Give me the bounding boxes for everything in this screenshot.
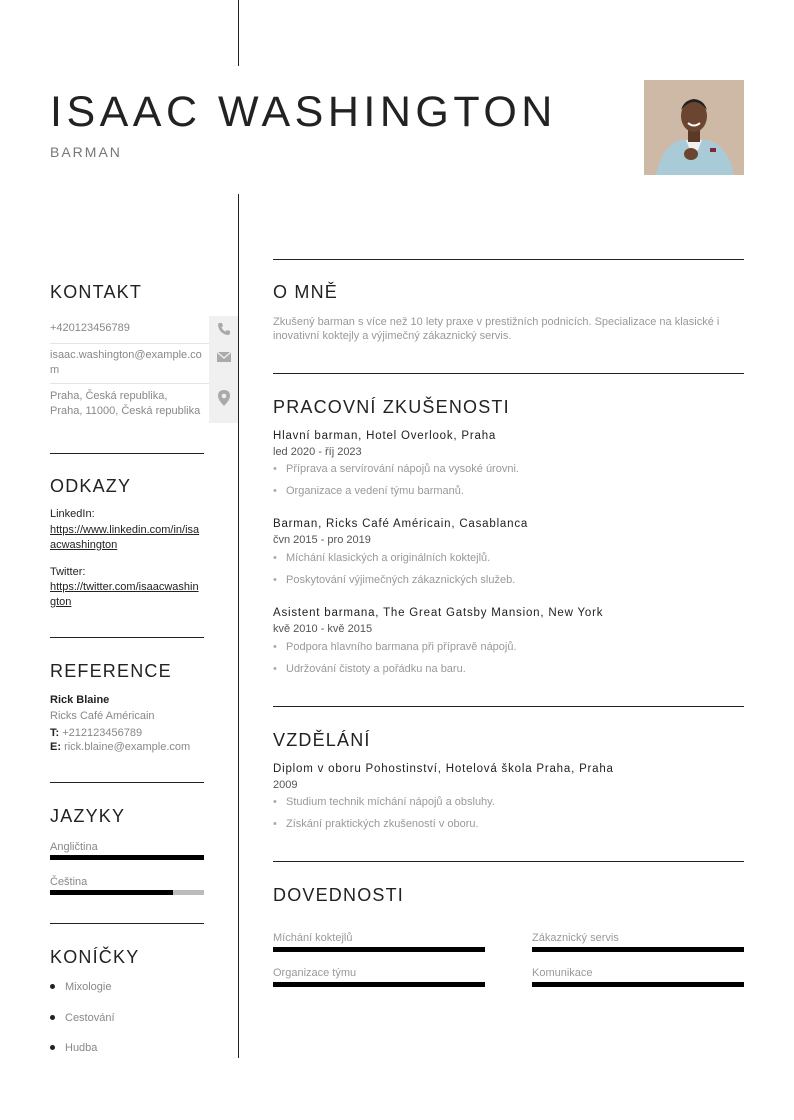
language-level-bar [50, 855, 204, 860]
job-bullet-text: Organizace a vedení týmu barmanů. [286, 485, 464, 497]
skill-level-bar [532, 982, 744, 987]
job-bullet [273, 641, 517, 653]
twitter-label: Twitter: [50, 566, 86, 578]
twitter-link[interactable]: https://twitter.com/isaacwashington [50, 581, 199, 608]
education-bullet [273, 818, 479, 830]
language-level-bar [50, 890, 204, 895]
bullet-icon: • [273, 663, 277, 675]
skill-level-bar [273, 982, 485, 987]
right-section-divider [273, 861, 744, 862]
job-title: Asistent barmana, The Great Gatsby Mansion, New York [273, 607, 604, 619]
contact-address-line2: Praha, 11000, Česká republika [50, 405, 201, 417]
right-section-divider [273, 373, 744, 374]
skill-level-fill [532, 947, 744, 952]
right-section-divider [273, 259, 744, 260]
contact-heading: KONTAKT [50, 282, 143, 302]
language-name: Čeština [50, 876, 88, 888]
bullet-icon: • [273, 552, 277, 564]
bullet-icon: • [273, 574, 277, 586]
reference-email[interactable]: rick.blaine@example.com [64, 741, 191, 753]
education-bullet-text: Studium technik míchání nápojů a obsluhy. [286, 796, 495, 808]
job-bullet [273, 463, 519, 475]
job-bullet [273, 552, 490, 564]
reference-phone-row [50, 726, 142, 741]
job-title: Barman, Ricks Café Américain, Casablanca [273, 518, 529, 530]
job-bullet-text: Poskytování výjimečných zákaznických služeb. [286, 574, 516, 586]
reference-name: Rick Blaine [50, 694, 110, 706]
top-divider-line [238, 0, 239, 66]
job-bullet-text: Míchání klasických a originálních koktejlů. [286, 552, 491, 564]
left-section-divider [50, 923, 204, 924]
about-text: Zkušený barman s více než 10 lety praxe v prestižních podnicích. Specializace na klasické i inovativní koktejly a výjimečný zákaznický servis. [273, 316, 720, 342]
column-divider-line [238, 194, 239, 1058]
contact-separator [50, 343, 209, 344]
hobby-item [50, 981, 111, 993]
reference-company: Ricks Café Américain [50, 710, 155, 722]
skills-heading: DOVEDNOSTI [273, 885, 405, 905]
job-bullet-text: Podpora hlavního barmana při přípravě nápojů. [286, 641, 517, 653]
education-date: 2009 [273, 779, 298, 791]
bullet-icon: • [273, 463, 277, 475]
job-date: led 2020 - říj 2023 [273, 446, 362, 458]
about-heading: O MNĚ [273, 282, 339, 302]
location-pin-icon [217, 389, 231, 407]
phone-icon [216, 321, 232, 337]
language-name: Angličtina [50, 841, 98, 853]
job-title: Hlavní barman, Hotel Overlook, Praha [273, 430, 497, 442]
hobbies-heading: KONÍČKY [50, 947, 140, 967]
left-section-divider [50, 782, 204, 783]
education-bullet-text: Získání praktických zkušeností v oboru. [286, 818, 479, 830]
skill-level-fill [273, 947, 485, 952]
hobby-label: Hudba [65, 1042, 98, 1054]
hobby-item [50, 1012, 115, 1024]
education-title: Diplom v oboru Pohostinství, Hotelová škola Praha, Praha [273, 763, 614, 775]
skill-level-bar [532, 947, 744, 952]
envelope-icon [216, 350, 232, 364]
skill-name: Komunikace [532, 967, 593, 979]
language-level-fill [50, 890, 173, 895]
skill-name: Zákaznický servis [532, 932, 619, 944]
job-bullet [273, 663, 466, 675]
bullet-icon: • [273, 485, 277, 497]
experience-heading: PRACOVNÍ ZKUŠENOSTI [273, 397, 510, 417]
hobby-label: Cestování [65, 1012, 115, 1024]
hobby-item [50, 1042, 97, 1054]
skill-name: Organizace týmu [273, 967, 357, 979]
job-bullet-text: Příprava a servírování nápojů na vysoké úrovni. [286, 463, 519, 475]
bullet-icon: • [273, 818, 277, 830]
profile-photo-image [644, 80, 744, 175]
education-heading: VZDĚLÁNÍ [273, 730, 371, 750]
languages-heading: JAZYKY [50, 806, 126, 826]
contact-separator [50, 383, 209, 384]
job-date: čvn 2015 - pro 2019 [273, 534, 371, 546]
reference-phone-label: T: [50, 727, 60, 739]
contact-email[interactable]: isaac.washington@example.com [50, 349, 202, 376]
job-date: kvě 2010 - kvě 2015 [273, 623, 373, 635]
bullet-icon [50, 1045, 55, 1050]
candidate-name: ISAAC WASHINGTON [50, 88, 557, 136]
candidate-title: BARMAN [50, 144, 122, 160]
job-bullet [273, 485, 464, 497]
profile-photo [644, 80, 744, 175]
skill-level-fill [532, 982, 744, 987]
linkedin-link[interactable]: https://www.linkedin.com/in/isaacwashington [50, 524, 200, 551]
hobby-label: Mixologie [65, 981, 112, 993]
left-section-divider [50, 637, 204, 638]
skill-level-bar [273, 947, 485, 952]
job-bullet [273, 574, 515, 586]
skill-level-fill [273, 982, 485, 987]
bullet-icon: • [273, 796, 277, 808]
bullet-icon: • [273, 641, 277, 653]
links-heading: ODKAZY [50, 476, 132, 496]
bullet-icon [50, 1015, 55, 1020]
skill-name: Míchání koktejlů [273, 932, 353, 944]
job-bullet-text: Udržování čistoty a pořádku na baru. [286, 663, 466, 675]
reference-heading: REFERENCE [50, 661, 172, 681]
reference-phone[interactable]: +212123456789 [62, 727, 143, 739]
contact-address-line1: Praha, Česká republika, [50, 390, 168, 402]
right-section-divider [273, 706, 744, 707]
left-section-divider [50, 453, 204, 454]
bullet-icon [50, 984, 55, 989]
language-level-fill [50, 855, 204, 860]
reference-email-label: E: [50, 741, 61, 753]
linkedin-label: LinkedIn: [50, 508, 95, 520]
contact-phone[interactable]: +420123456789 [50, 322, 130, 334]
education-bullet [273, 796, 495, 808]
reference-email-row [50, 740, 190, 755]
